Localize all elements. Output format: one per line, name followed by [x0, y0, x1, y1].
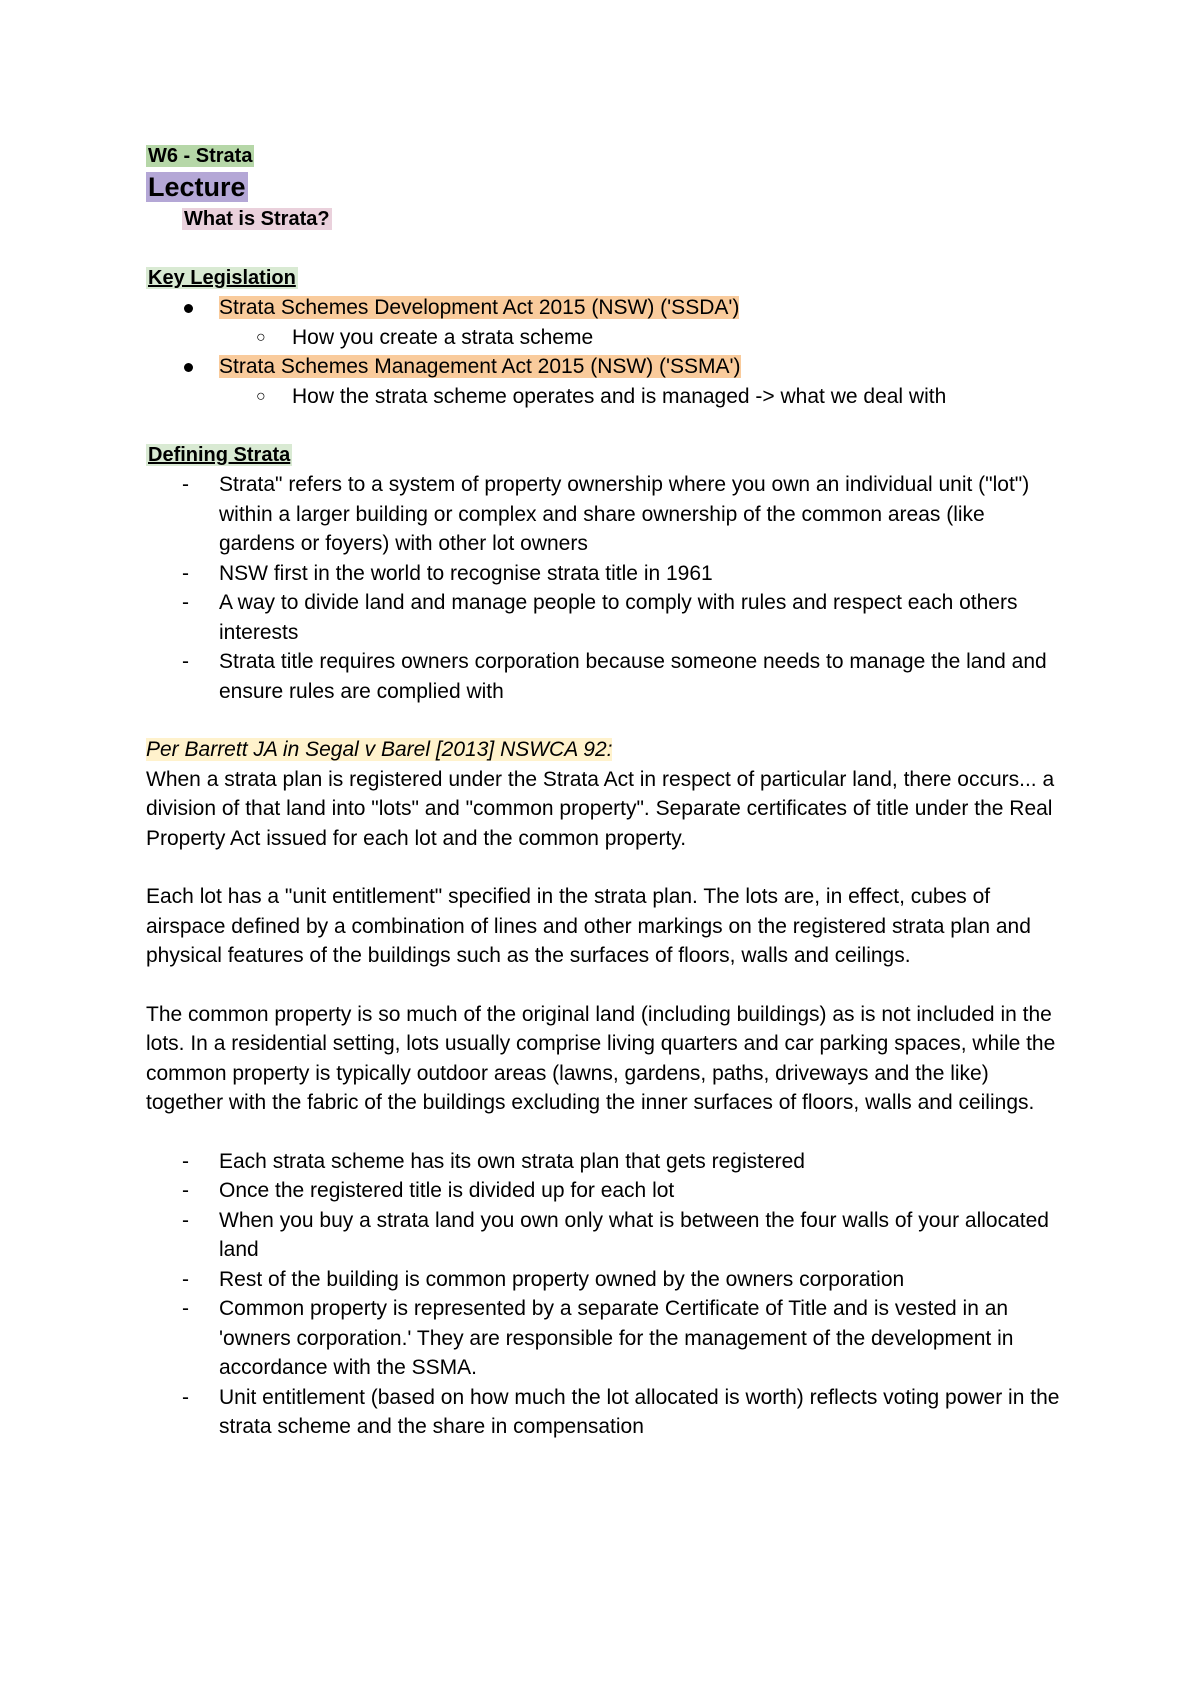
list-item: - Unit entitlement (based on how much the lot allocated is worth) reflects voting power in the strata scheme and the share in compensation [182, 1385, 1060, 1438]
quote-paragraph: When a strata plan is registered under the Strata Act in respect of particular land, there occurs... a division of that land into "lots" and "common property". Separate certificates of title under the Real Property Act issued for each lot and the common property. [146, 767, 1055, 850]
legislation-item: Strata Schemes Development Act 2015 (NSW) ('SSDA') [146, 293, 1066, 323]
list-item: - Once the registered title is divided up for each lot [182, 1179, 675, 1202]
legislation-list [146, 293, 1066, 411]
list-item: - Common property is represented by a separate Certificate of Title and is vested in an 'owners corporation.' They are responsible for the management of the development in accordance with the SSMA. [182, 1297, 1014, 1379]
document-page [146, 142, 1066, 1442]
subsection-heading: What is Strata? [184, 208, 330, 230]
legislation-subitem: ○ How you create a strata scheme [146, 323, 1066, 353]
list-item: - NSW first in the world to recognise strata title in 1961 [182, 561, 713, 585]
list-item: - Strata title requires owners corporation because someone needs to manage the land and ensure rules are complied with [182, 650, 1047, 703]
section-heading-lecture: Lecture [148, 172, 246, 202]
notes-list [146, 1147, 1066, 1442]
list-item: - When you buy a strata land you own only what is between the four walls of your allocated land [182, 1208, 1049, 1261]
case-citation: Per Barrett JA in Segal v Barel [2013] NSWCA 92: [146, 738, 613, 761]
legislation-subitem: ○ How the strata scheme operates and is managed -> what we deal with [146, 382, 1066, 412]
defining-strata-heading: Defining Strata [148, 444, 291, 466]
list-item: - Strata" refers to a system of property ownership where you own an individual unit ("lot") within a larger building or complex and share ownership of the common areas (like gardens or foyers) with other lot owners [182, 473, 1030, 555]
circle-bullet: ○ [256, 387, 266, 405]
bullet-dot [184, 363, 193, 372]
key-legislation-heading: Key Legislation [148, 267, 296, 289]
legislation-item: Strata Schemes Management Act 2015 (NSW) ('SSMA') [146, 352, 1066, 382]
bullet-dot [184, 304, 193, 313]
list-item: - Each strata scheme has its own strata plan that gets registered [182, 1149, 805, 1173]
list-item: - A way to divide land and manage people to comply with rules and respect each others interests [182, 591, 1018, 644]
list-item: - Rest of the building is common property owned by the owners corporation [182, 1267, 905, 1291]
quote-paragraph: Each lot has a "unit entitlement" specified in the strata plan. The lots are, in effect, cubes of airspace defined by a combination of lines and other markings on the registered strata plan and physical features of the buildings such as the surfaces of floors, walls and ceilings. [146, 885, 1031, 967]
document-title: W6 - Strata [148, 145, 253, 167]
quote-paragraph: The common property is so much of the original land (including buildings) as is not included in the lots. In a residential setting, lots usually comprise living quarters and car parking spaces, while the common property is typically outdoor areas (lawns, gardens, paths, driveways and the like) together with the fabric of the buildings excluding the inner surfaces of floors, walls and ceilings. [146, 1002, 1056, 1114]
circle-bullet: ○ [256, 328, 266, 346]
definitions-list [146, 470, 1066, 706]
